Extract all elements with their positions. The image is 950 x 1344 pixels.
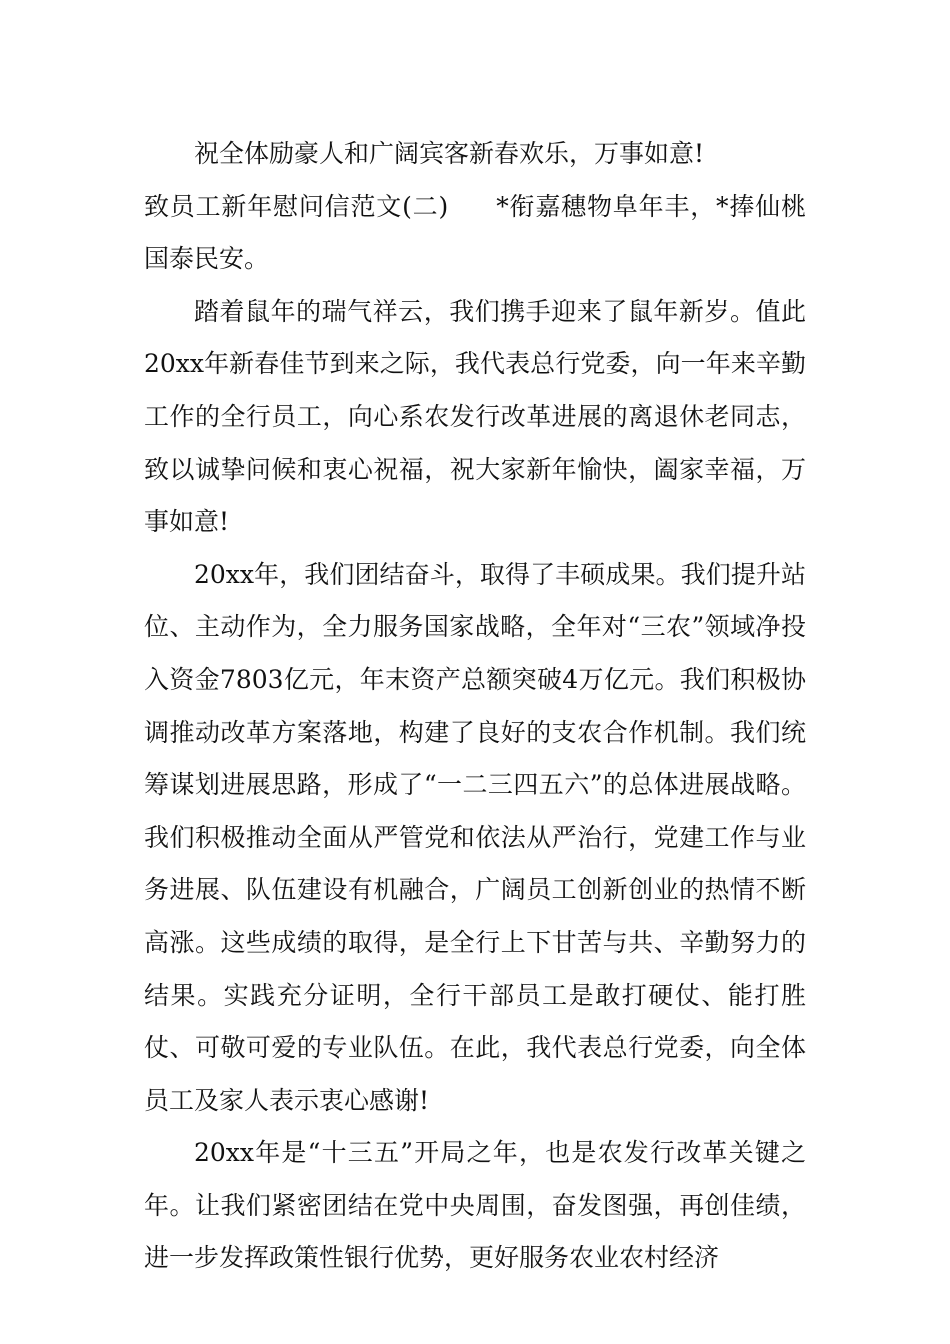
couplet: *衔嘉穗物阜年丰，*捧仙桃国泰民安。 bbox=[144, 191, 806, 274]
document-title: 致员工新年慰问信范文(二) bbox=[144, 191, 449, 221]
paragraph-2: 20xx年，我们团结奋斗，取得了丰硕成果。我们提升站位、主动作为，全力服务国家战略，全年对“三农”领域净投入资金7803亿元，年末资产总额突破4万亿元。我们积极协调推动改革方案落地，构建了良好的支农合作机制。我们统筹谋划进展思路，形成了“一二三四五六”的总体进展战略。我们积极推动全面从严管党和依法从严治行，党建工作与业务进展、队伍建设有机融合，广阔员工创新创业的热情不断高涨。这些成绩的取得，是全行上下甘苦与共、辛勤努力的结果。实践充分证明，全行干部员工是敢打硬仗、能打胜仗、可敬可爱的专业队伍。在此，我代表总行党委，向全体员工及家人表示衷心感谢! bbox=[144, 559, 806, 1115]
paragraph-3: 20xx年是“十三五”开局之年，也是农发行改革关键之年。让我们紧密团结在党中央周围，奋发图强，再创佳绩，进一步发挥政策性银行优势，更好服务农业农村经济 bbox=[144, 1138, 806, 1273]
document-body bbox=[144, 128, 806, 1285]
paragraph-1: 踏着鼠年的瑞气祥云，我们携手迎来了鼠年新岁。值此20xx年新春佳节到来之际，我代表总行党委，向一年来辛勤工作的全行员工，向心系农发行改革进展的离退休老同志，致以诚挚问候和衷心祝福，祝大家新年愉快，阖家幸福，万事如意! bbox=[144, 296, 806, 537]
greeting-line: 祝全体励豪人和广阔宾客新春欢乐，万事如意! bbox=[194, 139, 705, 168]
title-line bbox=[144, 181, 806, 286]
